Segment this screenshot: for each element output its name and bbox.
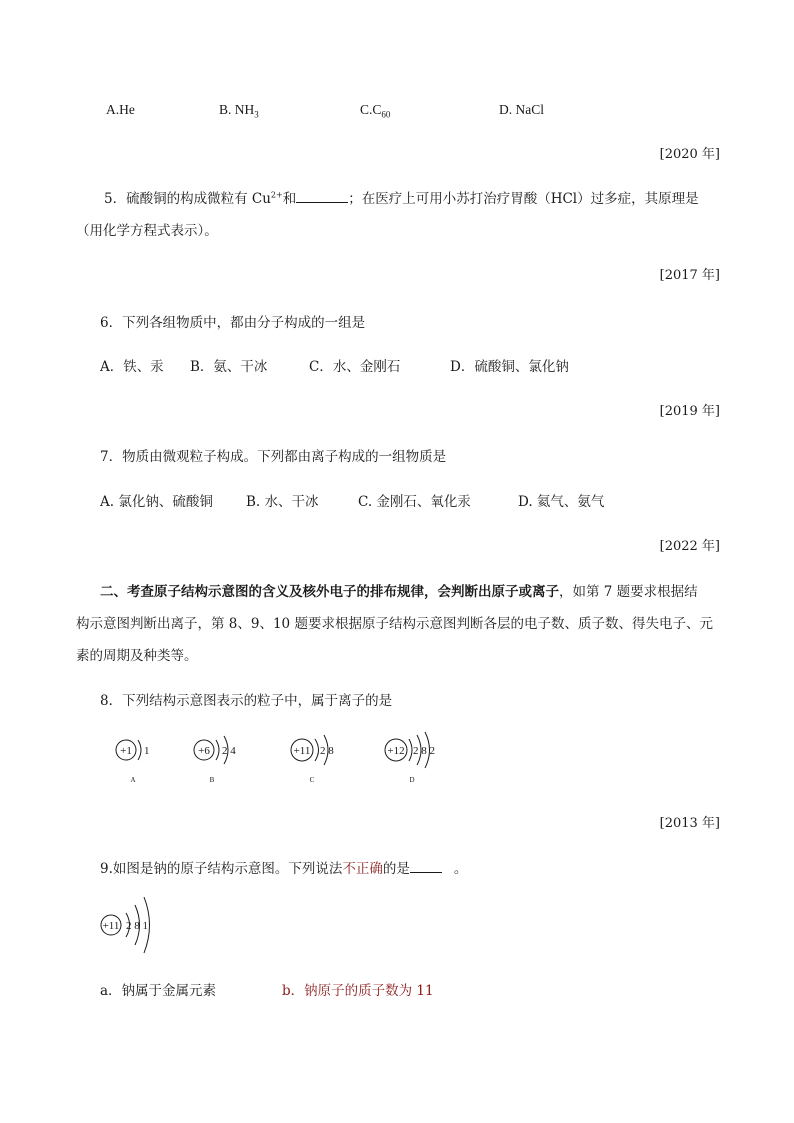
q8-stem: 8．下列结构示意图表示的粒子中，属于离子的是 [100,693,393,709]
sodium-nucleus: +11 [102,920,120,932]
q6-option-a: A．铁、汞 [100,359,164,375]
year-tag-2019: [2019 年] [659,404,720,419]
diagram-b-electrons: 2 4 [222,745,236,757]
diagram-b-nucleus: +6 [198,745,210,757]
q9-option-b: b．钠原子的质子数为 11 [282,983,434,999]
q4-option-b: B. $NH_3$ [219,102,259,120]
section2-line2: 构示意图判断出离子，第 8、9、10 题要求根据原子结构示意图判断各层的电子数、质子数、得失电子、元 [76,616,713,632]
q8-structure-diagrams [100,730,460,790]
q6-option-d: D．硫酸铜、氯化钠 [450,359,569,375]
q6-option-c: C．水、金刚石 [309,359,401,375]
diagram-d-label: D [409,776,415,784]
diagram-b-shell-1 [216,740,219,760]
q4-option-c: $C.C_{60}$ [360,102,391,120]
diagram-b [194,736,236,784]
q5-line2: （用化学方程式表示）。 [76,223,218,239]
diagram-c [291,735,334,784]
q5-line1: 5．硫酸铜的构成微粒有 $Cu^{2+}$和 ；在医疗上可用小苏打治疗胃酸（HCl）过多症，其原理是 [104,190,699,207]
diagram-a-label: A [130,776,136,784]
q6-option-b: B．氨、干冰 [190,359,268,375]
section2-line3: 素的周期及种类等。 [76,648,198,664]
sodium-atom-diagram [98,895,178,955]
q6-stem: 6．下列各组物质中，都由分子构成的一组是 [100,315,366,331]
q5-answer-blank[interactable] [296,190,348,203]
q4-option-d: D. NaCl [499,102,544,117]
diagram-d-shell-1 [409,739,412,761]
diagram-d-electrons: 2 8 2 [413,745,435,757]
q9-answer-blank[interactable] [410,860,442,873]
diagram-b-label: B [209,776,215,784]
q7-option-c: C. 金刚石、氧化汞 [358,494,471,510]
diagram-c-shell-1 [315,739,319,761]
q7-stem: 7．物质由微观粒子构成。下列都由离子构成的一组物质是 [100,449,447,465]
year-tag-2013: [2013 年] [659,816,720,831]
diagram-c-electrons: 2 8 [320,745,334,757]
q9-stem: 9.如图是钠的原子结构示意图。下列说法不正确的是 。 [100,861,468,877]
q9-option-a: a．钠属于金属元素 [100,983,217,999]
q7-option-b: B. 水、干冰 [246,494,319,510]
q4-option-a: A.He [106,102,135,117]
year-tag-2017: [2017 年] [659,268,720,283]
diagram-a-electrons: 1 [144,745,150,757]
diagram-c-nucleus: +11 [293,745,311,757]
sodium-electrons: 2 8 1 [126,920,148,932]
year-tag-2022: [2022 年] [659,539,720,554]
q7-option-a: A. 氯化钠、硫酸铜 [100,494,213,510]
section2-line1: 二、考查原子结构示意图的含义及核外电子的排布规律，会判断出原子或离子，如第 7 题要求根据结 [100,584,698,600]
q7-option-d: D. 氦气、氨气 [518,494,605,510]
year-tag-2020: [2020 年] [659,147,720,162]
diagram-d [385,732,435,784]
diagram-a [116,740,150,784]
diagram-c-label: C [309,776,315,784]
diagram-a-nucleus: +1 [120,745,132,757]
diagram-d-nucleus: +12 [387,745,405,757]
diagram-a-shell-1 [138,740,141,760]
